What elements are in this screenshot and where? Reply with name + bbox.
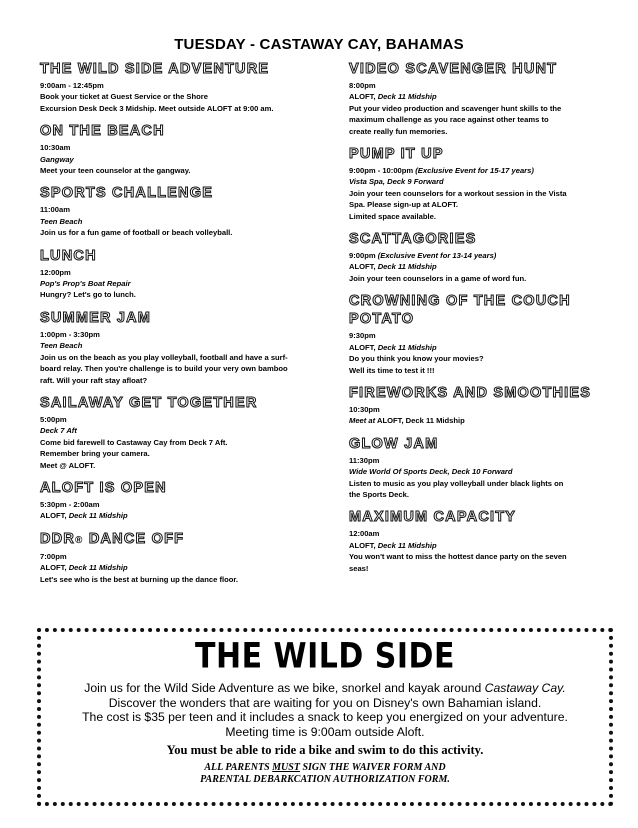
event-title-line2: POTATO bbox=[349, 311, 415, 328]
note-emphasis: MUST bbox=[272, 762, 300, 773]
event-location: Vista Spa, Deck 9 Forward bbox=[349, 177, 444, 187]
location-prefix: ALOFT, bbox=[349, 92, 378, 102]
event-time: 9:00pm bbox=[349, 251, 376, 261]
event-location: Gangway bbox=[40, 154, 74, 164]
event-location-line bbox=[40, 562, 330, 573]
event-glow-jam bbox=[349, 437, 611, 501]
registered-mark: ® bbox=[75, 534, 84, 546]
event-desc: Book your ticket at Guest Service or the Shore bbox=[40, 92, 208, 102]
event-location-line bbox=[349, 91, 611, 102]
event-desc: raft. Will your raft stay afloat? bbox=[40, 375, 148, 385]
event-desc: Limited space available. bbox=[349, 211, 436, 221]
event-desc: Meet @ ALOFT. bbox=[40, 460, 96, 470]
location-prefix: ALOFT, bbox=[349, 342, 378, 352]
event-desc: Let's see who is the best at burning up the dance floor. bbox=[40, 574, 239, 584]
event-location-line bbox=[349, 540, 611, 551]
event-desc: Join us on the beach as you play volleyball, football and have a surf- bbox=[40, 352, 288, 362]
event-desc: Meet your teen counselor at the gangway. bbox=[40, 166, 191, 176]
event-desc: Well its time to test it !!! bbox=[349, 365, 435, 375]
title-part: DDR bbox=[40, 530, 76, 547]
event-desc: Hungry? Let's go to lunch. bbox=[40, 290, 136, 300]
event-time: 11:00am bbox=[40, 205, 70, 215]
title-part: DANCE OFF bbox=[83, 530, 185, 547]
note-part: ALL PARENTS bbox=[204, 762, 273, 773]
event-time-line bbox=[349, 165, 611, 176]
event-title: SCATTAGORIES bbox=[349, 231, 477, 248]
location-prefix: ALOFT, bbox=[349, 540, 378, 550]
event-desc: Join your teen counselors in a game of word fun. bbox=[349, 273, 527, 283]
wild-side-info-box bbox=[37, 628, 613, 806]
event-time: 9:00pm - 10:00pm bbox=[349, 166, 414, 176]
event-time: 11:30pm bbox=[349, 455, 380, 465]
event-location: Deck 11 Midship bbox=[68, 511, 128, 521]
event-desc: Join your teen counselors for a workout session in the Vista bbox=[349, 188, 567, 198]
box-title: THE WILD SIDE bbox=[195, 636, 455, 677]
event-lunch bbox=[40, 249, 330, 301]
event-wild-side-adventure bbox=[40, 62, 330, 114]
event-title: PUMP IT UP bbox=[349, 146, 444, 163]
event-desc: create really fun memories. bbox=[349, 126, 448, 136]
event-location-line bbox=[349, 261, 611, 272]
box-parent-note bbox=[41, 762, 609, 786]
location-prefix: ALOFT, bbox=[40, 563, 69, 573]
event-location: Teen Beach bbox=[40, 216, 83, 226]
note-line: PARENTAL DEBARKCATION AUTHORIZATION FORM. bbox=[200, 774, 450, 785]
event-on-the-beach bbox=[40, 124, 330, 176]
event-location: Wide World Of Sports Deck, Deck 10 Forward bbox=[349, 467, 513, 477]
event-location-line bbox=[40, 510, 330, 521]
event-video-scavenger-hunt bbox=[349, 62, 611, 137]
event-desc: Put your video production and scavenger hunt skills to the bbox=[349, 103, 562, 113]
page-title: TUESDAY - CASTAWAY CAY, BAHAMAS bbox=[174, 36, 464, 53]
event-location: Teen Beach bbox=[40, 341, 83, 351]
event-crowning-couch-potato bbox=[349, 294, 611, 376]
event-location: Deck 11 Midship bbox=[68, 563, 128, 573]
event-title: THE WILD SIDE ADVENTURE bbox=[40, 61, 270, 77]
event-time-line bbox=[349, 250, 611, 261]
event-location: Deck 7 Aft bbox=[40, 426, 77, 436]
event-location: Deck 11 Midship bbox=[377, 262, 437, 272]
event-aloft-is-open bbox=[40, 481, 330, 522]
event-location: Deck 11 Midship bbox=[377, 342, 437, 352]
event-title: MAXIMUM CAPACITY bbox=[349, 509, 517, 526]
right-column bbox=[349, 62, 611, 584]
event-pump-it-up bbox=[349, 147, 611, 222]
event-location-line bbox=[349, 342, 611, 353]
event-desc: seas! bbox=[349, 563, 369, 573]
event-title: SPORTS CHALLENGE bbox=[40, 185, 214, 202]
event-age-note: (Exclusive Event for 15-17 years) bbox=[415, 166, 534, 176]
event-maximum-capacity bbox=[349, 510, 611, 574]
event-age-note: (Exclusive Event for 13-14 years) bbox=[377, 251, 497, 261]
event-time: 9:00am - 12:45pm bbox=[40, 81, 104, 90]
event-time: 1:00pm - 3:30pm bbox=[40, 329, 100, 339]
event-title: ALOFT IS OPEN bbox=[40, 479, 167, 496]
location-suffix: ALOFT, Deck 11 Midship bbox=[375, 416, 465, 426]
event-location: Pop's Prop's Boat Repair bbox=[40, 279, 131, 289]
event-time: 12:00am bbox=[349, 529, 380, 539]
event-desc: Listen to music as you play volleyball under black lights on bbox=[349, 478, 564, 488]
event-desc: Join us for a fun game of football or beach volleyball. bbox=[40, 228, 233, 238]
event-time: 9:30pm bbox=[349, 331, 376, 341]
box-requirement: You must be able to ride a bike and swim to do this activity. bbox=[166, 743, 484, 757]
event-title: CROWNING OF THE COUCH bbox=[349, 293, 571, 310]
box-line: The cost is $35 per teen and it includes a snack to keep you energized on your adventure. bbox=[82, 710, 568, 724]
event-time: 8:00pm bbox=[349, 81, 376, 90]
event-desc: Excursion Desk Deck 3 Midship. Meet outside ALOFT at 9:00 am. bbox=[40, 103, 274, 113]
event-desc: the Sports Deck. bbox=[349, 489, 409, 499]
location-prefix: ALOFT, bbox=[349, 262, 378, 272]
event-sailaway-get-together bbox=[40, 396, 330, 471]
left-column bbox=[40, 62, 330, 595]
event-location-line bbox=[349, 415, 611, 426]
event-desc: board relay. Then you're challenge is to build your very own bamboo bbox=[40, 364, 288, 374]
event-title: LUNCH bbox=[40, 247, 97, 264]
event-scattagories bbox=[349, 232, 611, 284]
event-desc: Remember bring your camera. bbox=[40, 449, 150, 459]
note-part: SIGN THE WAIVER FORM AND bbox=[299, 762, 446, 773]
event-title: ON THE BEACH bbox=[40, 123, 165, 140]
event-location: Deck 11 Midship bbox=[377, 540, 437, 550]
event-fireworks-smoothies bbox=[349, 386, 611, 427]
event-title: SAILAWAY GET TOGETHER bbox=[40, 394, 258, 411]
location-prefix: ALOFT, bbox=[40, 511, 69, 521]
event-ddr-dance-off bbox=[40, 532, 330, 585]
box-line-italic: Castaway Cay. bbox=[484, 681, 566, 695]
event-title: VIDEO SCAVENGER HUNT bbox=[349, 61, 558, 77]
event-time: 10:30pm bbox=[349, 404, 380, 414]
event-title: SUMMER JAM bbox=[40, 309, 152, 326]
event-title: FIREWORKS AND SMOOTHIES bbox=[349, 384, 592, 401]
event-title: GLOW JAM bbox=[349, 435, 439, 452]
event-location: Meet at bbox=[349, 416, 376, 426]
event-title bbox=[40, 532, 330, 548]
event-desc: Do you think you know your movies? bbox=[349, 354, 484, 364]
event-desc: You won't want to miss the hottest dance party on the seven bbox=[349, 552, 567, 562]
event-time: 12:00pm bbox=[40, 267, 71, 277]
event-time: 5:00pm bbox=[40, 414, 67, 424]
event-desc: Spa. Please sign-up at ALOFT. bbox=[349, 200, 459, 210]
event-time: 10:30am bbox=[40, 143, 71, 153]
box-line-text: Join us for the Wild Side Adventure as we bike, snorkel and kayak around bbox=[84, 681, 485, 695]
note-line bbox=[41, 762, 609, 774]
event-time: 7:00pm bbox=[40, 551, 67, 561]
box-body bbox=[41, 681, 609, 739]
event-desc: Come bid farewell to Castaway Cay from Deck 7 Aft. bbox=[40, 437, 228, 447]
box-line bbox=[41, 681, 609, 696]
event-sports-challenge bbox=[40, 186, 330, 238]
box-line: Meeting time is 9:00am outside Aloft. bbox=[225, 724, 425, 739]
event-time: 5:30pm - 2:00am bbox=[40, 499, 100, 509]
box-line: Discover the wonders that are waiting for you on Disney's own Bahamian island. bbox=[108, 695, 542, 710]
event-desc: maximum challenge as you race against other teams to bbox=[349, 115, 549, 125]
event-location: Deck 11 Midship bbox=[377, 92, 437, 102]
event-summer-jam bbox=[40, 311, 330, 386]
